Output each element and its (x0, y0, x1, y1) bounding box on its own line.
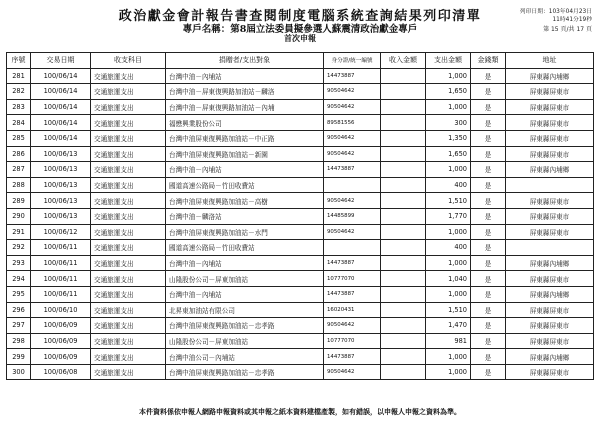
cell-cash: 是 (471, 115, 506, 131)
cell-expense: 1,000 (426, 224, 471, 240)
table-row (7, 193, 594, 209)
cell-expense: 1,000 (426, 162, 471, 178)
table-row (7, 84, 594, 100)
cell-id: 90504642 (324, 193, 381, 209)
cell-address: 屏東縣屏東市 (506, 364, 594, 380)
cell-payee: 台灣中油屏東復興路加油站－中正路 (166, 130, 324, 146)
cell-subject: 交通旅運支出 (91, 364, 166, 380)
cell-cash: 是 (471, 84, 506, 100)
table-row (7, 99, 594, 115)
cell-expense: 1,510 (426, 193, 471, 209)
cell-address: 屏東縣內埔鄉 (506, 349, 594, 365)
cell-subject: 交通旅運支出 (91, 68, 166, 84)
cell-id: 10777070 (324, 333, 381, 349)
cell-payee: 台灣中油屏東復興路加油站－忠孝路 (166, 364, 324, 380)
cell-expense: 1,040 (426, 271, 471, 287)
cell-expense: 1,650 (426, 84, 471, 100)
table-row (7, 146, 594, 162)
cell-payee: 山隆股份公司－屏東加油站 (166, 271, 324, 287)
cell-subject: 交通旅運支出 (91, 84, 166, 100)
cell-date: 100/06/11 (31, 240, 91, 256)
table-row (7, 286, 594, 302)
table-row (7, 333, 594, 349)
cell-id (324, 177, 381, 193)
cell-expense: 1,470 (426, 318, 471, 334)
cell-subject: 交通旅運支出 (91, 271, 166, 287)
cell-subject: 交通旅運支出 (91, 240, 166, 256)
cell-id: 16020431 (324, 302, 381, 318)
col-cash: 金錢類 (471, 53, 506, 69)
cell-date: 100/06/09 (31, 318, 91, 334)
cell-expense: 1,650 (426, 146, 471, 162)
col-subject: 收支科目 (91, 53, 166, 69)
cell-no: 300 (7, 364, 31, 380)
cell-expense: 1,000 (426, 255, 471, 271)
cell-id: 14473887 (324, 255, 381, 271)
table-row (7, 130, 594, 146)
cell-payee: 台灣中油屏東復興路加油站－新園 (166, 146, 324, 162)
report-title: 政治獻金會計報告書查閱制度電腦系統查詢結果列印清單 (118, 9, 482, 24)
cell-date: 100/06/11 (31, 286, 91, 302)
cell-subject: 交通旅運支出 (91, 333, 166, 349)
cell-no: 281 (7, 68, 31, 84)
cell-expense: 1,000 (426, 68, 471, 84)
cell-payee: 山隆股份公司－屏東加油站 (166, 333, 324, 349)
cell-date: 100/06/08 (31, 364, 91, 380)
col-date: 交易日期 (31, 53, 91, 69)
cell-cash: 是 (471, 349, 506, 365)
cell-no: 292 (7, 240, 31, 256)
cell-cash: 是 (471, 318, 506, 334)
cell-no: 293 (7, 255, 31, 271)
cell-expense: 1,000 (426, 286, 471, 302)
cell-expense: 300 (426, 115, 471, 131)
cell-no: 283 (7, 99, 31, 115)
cell-no: 299 (7, 349, 31, 365)
cell-subject: 交通旅運支出 (91, 177, 166, 193)
account-name: 專戶名稱：第8屆立法委員擬參選人蘇震清政治獻金專戶 (182, 24, 418, 35)
cell-income (381, 193, 426, 209)
cell-cash: 是 (471, 146, 506, 162)
cell-cash: 是 (471, 271, 506, 287)
cell-address: 屏東縣屏東市 (506, 193, 594, 209)
cell-address: 屏東縣屏東市 (506, 84, 594, 100)
cell-payee: 台灣中油－內埔站 (166, 68, 324, 84)
cell-no: 286 (7, 146, 31, 162)
cell-no: 297 (7, 318, 31, 334)
cell-subject: 交通旅運支出 (91, 302, 166, 318)
cell-cash: 是 (471, 193, 506, 209)
footer-note: 本件資料係依申報人網路申報資料或其申報之紙本資料建檔產製，如有錯誤，以申報人申報之資料為準。 (139, 407, 461, 416)
cell-address: 屏東縣屏東市 (506, 146, 594, 162)
cell-date: 100/06/09 (31, 349, 91, 365)
cell-expense: 1,770 (426, 208, 471, 224)
print-date: 列印日期：103年04月23日 (519, 9, 592, 15)
cell-address: 屏東縣屏東市 (506, 302, 594, 318)
cell-subject: 交通旅運支出 (91, 146, 166, 162)
table-row (7, 115, 594, 131)
cell-income (381, 115, 426, 131)
cell-payee: 台灣中油公司－內埔站 (166, 349, 324, 365)
cell-income (381, 177, 426, 193)
cell-no: 291 (7, 224, 31, 240)
cell-payee: 北昇東加油站有限公司 (166, 302, 324, 318)
cell-subject: 交通旅運支出 (91, 286, 166, 302)
cell-address: 屏東縣內埔鄉 (506, 68, 594, 84)
cell-date: 100/06/13 (31, 162, 91, 178)
page-info: 第 15 頁/共 17 頁 (543, 26, 592, 33)
cell-id: 90504642 (324, 224, 381, 240)
cell-date: 100/06/14 (31, 84, 91, 100)
cell-subject: 交通旅運支出 (91, 255, 166, 271)
table-row (7, 68, 594, 84)
cell-cash: 是 (471, 68, 506, 84)
cell-address: 屏東縣內埔鄉 (506, 286, 594, 302)
cell-subject: 交通旅運支出 (91, 318, 166, 334)
table-row (7, 302, 594, 318)
cell-cash: 是 (471, 99, 506, 115)
cell-payee: 國道高速公路局－竹田收費站 (166, 240, 324, 256)
table-row (7, 240, 594, 256)
cell-payee: 台灣中油－屏東復興路加油站－麟洛 (166, 84, 324, 100)
cell-payee: 台灣中油－內埔站 (166, 162, 324, 178)
cell-expense: 1,000 (426, 99, 471, 115)
cell-payee: 福懋興業股份公司 (166, 115, 324, 131)
cell-income (381, 68, 426, 84)
cell-address: 屏東縣屏東市 (506, 115, 594, 131)
cell-payee: 台灣中油－內埔站 (166, 286, 324, 302)
cell-id: 14485899 (324, 208, 381, 224)
cell-income (381, 240, 426, 256)
cell-id: 90504642 (324, 130, 381, 146)
cell-no: 295 (7, 286, 31, 302)
cell-subject: 交通旅運支出 (91, 224, 166, 240)
col-expense: 支出金額 (426, 53, 471, 69)
cell-cash: 是 (471, 130, 506, 146)
cell-expense: 1,000 (426, 349, 471, 365)
cell-id: 90504642 (324, 318, 381, 334)
cell-date: 100/06/14 (31, 130, 91, 146)
cell-expense: 1,350 (426, 130, 471, 146)
table-row (7, 162, 594, 178)
cell-expense: 1,510 (426, 302, 471, 318)
cell-cash: 是 (471, 255, 506, 271)
cell-payee: 台灣中油－麟洛站 (166, 208, 324, 224)
cell-id: 89581556 (324, 115, 381, 131)
cell-payee: 台灣中油－內埔站 (166, 255, 324, 271)
cell-expense: 981 (426, 333, 471, 349)
cell-address: 屏東縣屏東市 (506, 99, 594, 115)
cell-id: 14473887 (324, 349, 381, 365)
cell-subject: 交通旅運支出 (91, 208, 166, 224)
cell-income (381, 255, 426, 271)
cell-cash: 是 (471, 333, 506, 349)
cell-income (381, 99, 426, 115)
col-income: 收入金額 (381, 53, 426, 69)
cell-id: 90504642 (324, 146, 381, 162)
cell-income (381, 208, 426, 224)
cell-cash: 是 (471, 364, 506, 380)
cell-subject: 交通旅運支出 (91, 130, 166, 146)
cell-id: 14473887 (324, 286, 381, 302)
cell-cash: 是 (471, 177, 506, 193)
table-header-row (7, 53, 594, 69)
cell-expense: 400 (426, 177, 471, 193)
report-type: 首次申報 (284, 33, 316, 43)
cell-payee: 國道高速公路局－竹田收費站 (166, 177, 324, 193)
cell-subject: 交通旅運支出 (91, 115, 166, 131)
cell-income (381, 349, 426, 365)
table-row (7, 271, 594, 287)
cell-cash: 是 (471, 162, 506, 178)
cell-date: 100/06/14 (31, 68, 91, 84)
cell-address: 屏東縣屏東市 (506, 333, 594, 349)
cell-date: 100/06/10 (31, 302, 91, 318)
cell-date: 100/06/13 (31, 208, 91, 224)
table-row (7, 318, 594, 334)
report-header (0, 0, 600, 43)
cell-expense: 400 (426, 240, 471, 256)
cell-address (506, 177, 594, 193)
cell-address (506, 240, 594, 256)
cell-no: 287 (7, 162, 31, 178)
cell-address: 屏東縣內埔鄉 (506, 162, 594, 178)
cell-address: 屏東縣屏東市 (506, 318, 594, 334)
cell-date: 100/06/13 (31, 177, 91, 193)
cell-income (381, 224, 426, 240)
cell-address: 屏東縣屏東市 (506, 130, 594, 146)
cell-date: 100/06/13 (31, 146, 91, 162)
print-meta (519, 8, 592, 33)
col-payee: 捐贈者/支出對象 (166, 53, 324, 69)
cell-no: 290 (7, 208, 31, 224)
cell-subject: 交通旅運支出 (91, 349, 166, 365)
cell-expense: 1,000 (426, 364, 471, 380)
cell-subject: 交通旅運支出 (91, 99, 166, 115)
cell-subject: 交通旅運支出 (91, 162, 166, 178)
cell-no: 285 (7, 130, 31, 146)
table-row (7, 364, 594, 380)
cell-income (381, 84, 426, 100)
cell-address: 屏東縣屏東市 (506, 208, 594, 224)
cell-id: 14473887 (324, 162, 381, 178)
cell-income (381, 130, 426, 146)
cell-date: 100/06/11 (31, 255, 91, 271)
cell-income (381, 302, 426, 318)
cell-date: 100/06/11 (31, 271, 91, 287)
cell-subject: 交通旅運支出 (91, 193, 166, 209)
cell-date: 100/06/09 (31, 333, 91, 349)
cell-income (381, 364, 426, 380)
cell-income (381, 162, 426, 178)
cell-income (381, 271, 426, 287)
cell-no: 289 (7, 193, 31, 209)
cell-no: 288 (7, 177, 31, 193)
col-no: 序號 (7, 53, 31, 69)
cell-cash: 是 (471, 224, 506, 240)
transactions-table (6, 52, 594, 380)
cell-payee: 台灣中油屏東復興路加油站－忠孝路 (166, 318, 324, 334)
cell-income (381, 146, 426, 162)
cell-income (381, 333, 426, 349)
cell-date: 100/06/14 (31, 99, 91, 115)
cell-id (324, 240, 381, 256)
cell-date: 100/06/12 (31, 224, 91, 240)
table-row (7, 349, 594, 365)
cell-date: 100/06/13 (31, 193, 91, 209)
cell-cash: 是 (471, 286, 506, 302)
table-row (7, 208, 594, 224)
cell-payee: 台灣中油屏東復興路加油站－高樹 (166, 193, 324, 209)
cell-id: 90504642 (324, 84, 381, 100)
table-row (7, 255, 594, 271)
col-id: 身分證/統一編號 (324, 53, 381, 69)
cell-cash: 是 (471, 240, 506, 256)
cell-income (381, 286, 426, 302)
cell-payee: 台灣中油－屏東復興路加油站－內埔 (166, 99, 324, 115)
cell-address: 屏東縣屏東市 (506, 224, 594, 240)
cell-income (381, 318, 426, 334)
cell-id: 90504642 (324, 364, 381, 380)
print-time: 11時41分19秒 (552, 17, 592, 23)
col-address: 地址 (506, 53, 594, 69)
cell-cash: 是 (471, 208, 506, 224)
cell-id: 10777070 (324, 271, 381, 287)
cell-no: 298 (7, 333, 31, 349)
cell-no: 284 (7, 115, 31, 131)
cell-cash: 是 (471, 302, 506, 318)
cell-no: 282 (7, 84, 31, 100)
table-row (7, 224, 594, 240)
cell-id: 90504642 (324, 99, 381, 115)
cell-payee: 台灣中油屏東復興路加油站－水門 (166, 224, 324, 240)
table-row (7, 177, 594, 193)
cell-id: 14473887 (324, 68, 381, 84)
cell-no: 296 (7, 302, 31, 318)
cell-address: 屏東縣內埔鄉 (506, 255, 594, 271)
cell-date: 100/06/14 (31, 115, 91, 131)
cell-address: 屏東縣屏東市 (506, 271, 594, 287)
cell-no: 294 (7, 271, 31, 287)
